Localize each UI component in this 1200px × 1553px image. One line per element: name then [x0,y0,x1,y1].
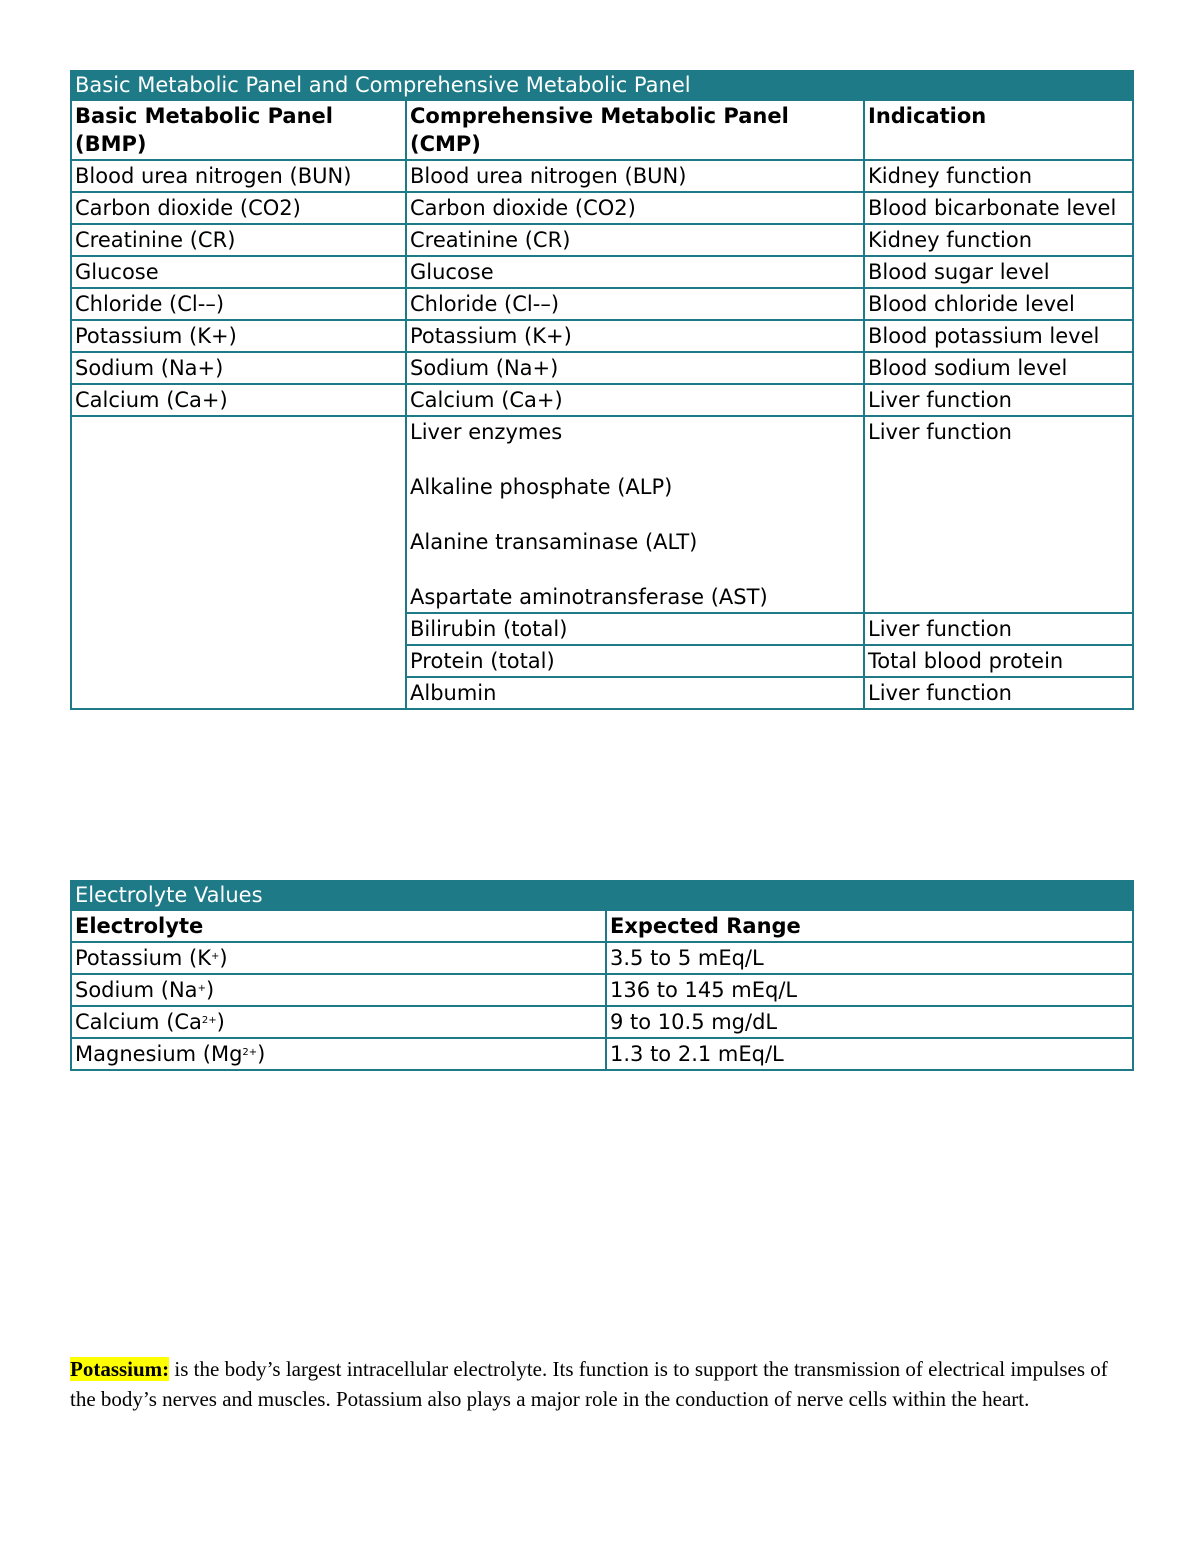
electrolyte-cell [71,1038,606,1070]
range-cell: 9 to 10.5 mg/dL [606,1006,1133,1038]
table-header-row [71,910,1133,942]
spacer [410,501,860,528]
cmp-cell: Blood urea nitrogen (BUN) [406,160,864,192]
table-row [71,160,1133,192]
indication-cell: Blood chloride level [864,288,1133,320]
indication-cell: Liver function [864,384,1133,416]
table-row [71,352,1133,384]
table-row [71,384,1133,416]
indication-cell: Blood bicarbonate level [864,192,1133,224]
indication-cell: Blood sodium level [864,352,1133,384]
electrolyte-name: Magnesium (Mg [75,1042,243,1066]
indication-cell: Kidney function [864,160,1133,192]
table-row [71,192,1133,224]
alt-label: Alanine transaminase (ALT) [410,530,698,554]
indication-cell: Liver function [864,416,1133,613]
closing-paren: ) [216,1010,225,1034]
table-row [71,256,1133,288]
cmp-cell: Potassium (K+) [406,320,864,352]
table-row [71,1038,1133,1070]
table-row [71,974,1133,1006]
liver-enzymes-cell [406,416,864,613]
electrolyte-name: Potassium (K [75,946,211,970]
indication-cell: Total blood protein [864,645,1133,677]
table-row [71,1006,1133,1038]
table-title-row [71,881,1133,910]
bmp-cell: Glucose [71,256,406,288]
cmp-cell: Carbon dioxide (CO2) [406,192,864,224]
cmp-cell: Glucose [406,256,864,288]
closing-paren: ) [257,1042,266,1066]
electrolyte-cell [71,974,606,1006]
electrolyte-name: Calcium (Ca [75,1010,202,1034]
potassium-term: Potassium: [70,1357,170,1381]
indication-cell: Blood sugar level [864,256,1133,288]
bmp-cell: Blood urea nitrogen (BUN) [71,160,406,192]
column-header-indication: Indication [864,100,1133,160]
closing-paren: ) [205,978,215,1002]
cmp-cell: Creatinine (CR) [406,224,864,256]
potassium-description: is the body’s largest intracellular electrolyte. Its function is to support the transmission of electrical impulses of the body’s nerves and muscles. Potassium also plays a major role in the conduction of nerve cells within the heart. [70,1357,1108,1411]
cmp-cell: Albumin [406,677,864,709]
cmp-cell: Protein (total) [406,645,864,677]
cmp-cell: Chloride (Cl-–) [406,288,864,320]
bmp-cell: Chloride (Cl-–) [71,288,406,320]
closing-paren: ) [219,946,228,970]
empty-bmp-cell [71,416,406,709]
alp-label: Alkaline phosphate (ALP) [410,475,673,499]
range-cell: 3.5 to 5 mEq/L [606,942,1133,974]
metabolic-panel-table [70,70,1134,710]
bmp-cell: Calcium (Ca+) [71,384,406,416]
table-row [71,416,1133,613]
column-header-range: Expected Range [606,910,1133,942]
cmp-cell: Sodium (Na+) [406,352,864,384]
table-header-row [71,100,1133,160]
table-title: Basic Metabolic Panel and Comprehensive Metabolic Panel [71,71,1133,100]
charge-superscript: + [197,983,206,994]
table-row [71,224,1133,256]
charge-superscript: + [211,951,220,962]
bmp-cell: Sodium (Na+) [71,352,406,384]
spacer [410,446,860,473]
ast-label: Aspartate aminotransferase (AST) [410,585,768,609]
potassium-paragraph [70,1354,1135,1414]
cmp-cell: Calcium (Ca+) [406,384,864,416]
table-title: Electrolyte Values [71,881,1133,910]
bmp-cell: Carbon dioxide (CO2) [71,192,406,224]
bmp-cell: Creatinine (CR) [71,224,406,256]
column-header-cmp: Comprehensive Metabolic Panel (CMP) [406,100,864,160]
column-header-bmp: Basic Metabolic Panel (BMP) [71,100,406,160]
electrolyte-cell [71,942,606,974]
electrolyte-table [70,880,1134,1071]
indication-cell: Blood potassium level [864,320,1133,352]
table-row [71,942,1133,974]
column-header-electrolyte: Electrolyte [71,910,606,942]
spacer [410,556,860,583]
charge-superscript: 2+ [201,1015,217,1026]
indication-cell: Liver function [864,677,1133,709]
cmp-cell: Bilirubin (total) [406,613,864,645]
table-title-row [71,71,1133,100]
electrolyte-cell [71,1006,606,1038]
range-cell: 136 to 145 mEq/L [606,974,1133,1006]
liver-enzymes-label: Liver enzymes [410,420,563,444]
range-cell: 1.3 to 2.1 mEq/L [606,1038,1133,1070]
indication-cell: Kidney function [864,224,1133,256]
indication-cell: Liver function [864,613,1133,645]
table-row [71,288,1133,320]
charge-superscript: 2+ [242,1047,258,1058]
table-row [71,320,1133,352]
electrolyte-name: Sodium (Na [75,978,198,1002]
bmp-cell: Potassium (K+) [71,320,406,352]
